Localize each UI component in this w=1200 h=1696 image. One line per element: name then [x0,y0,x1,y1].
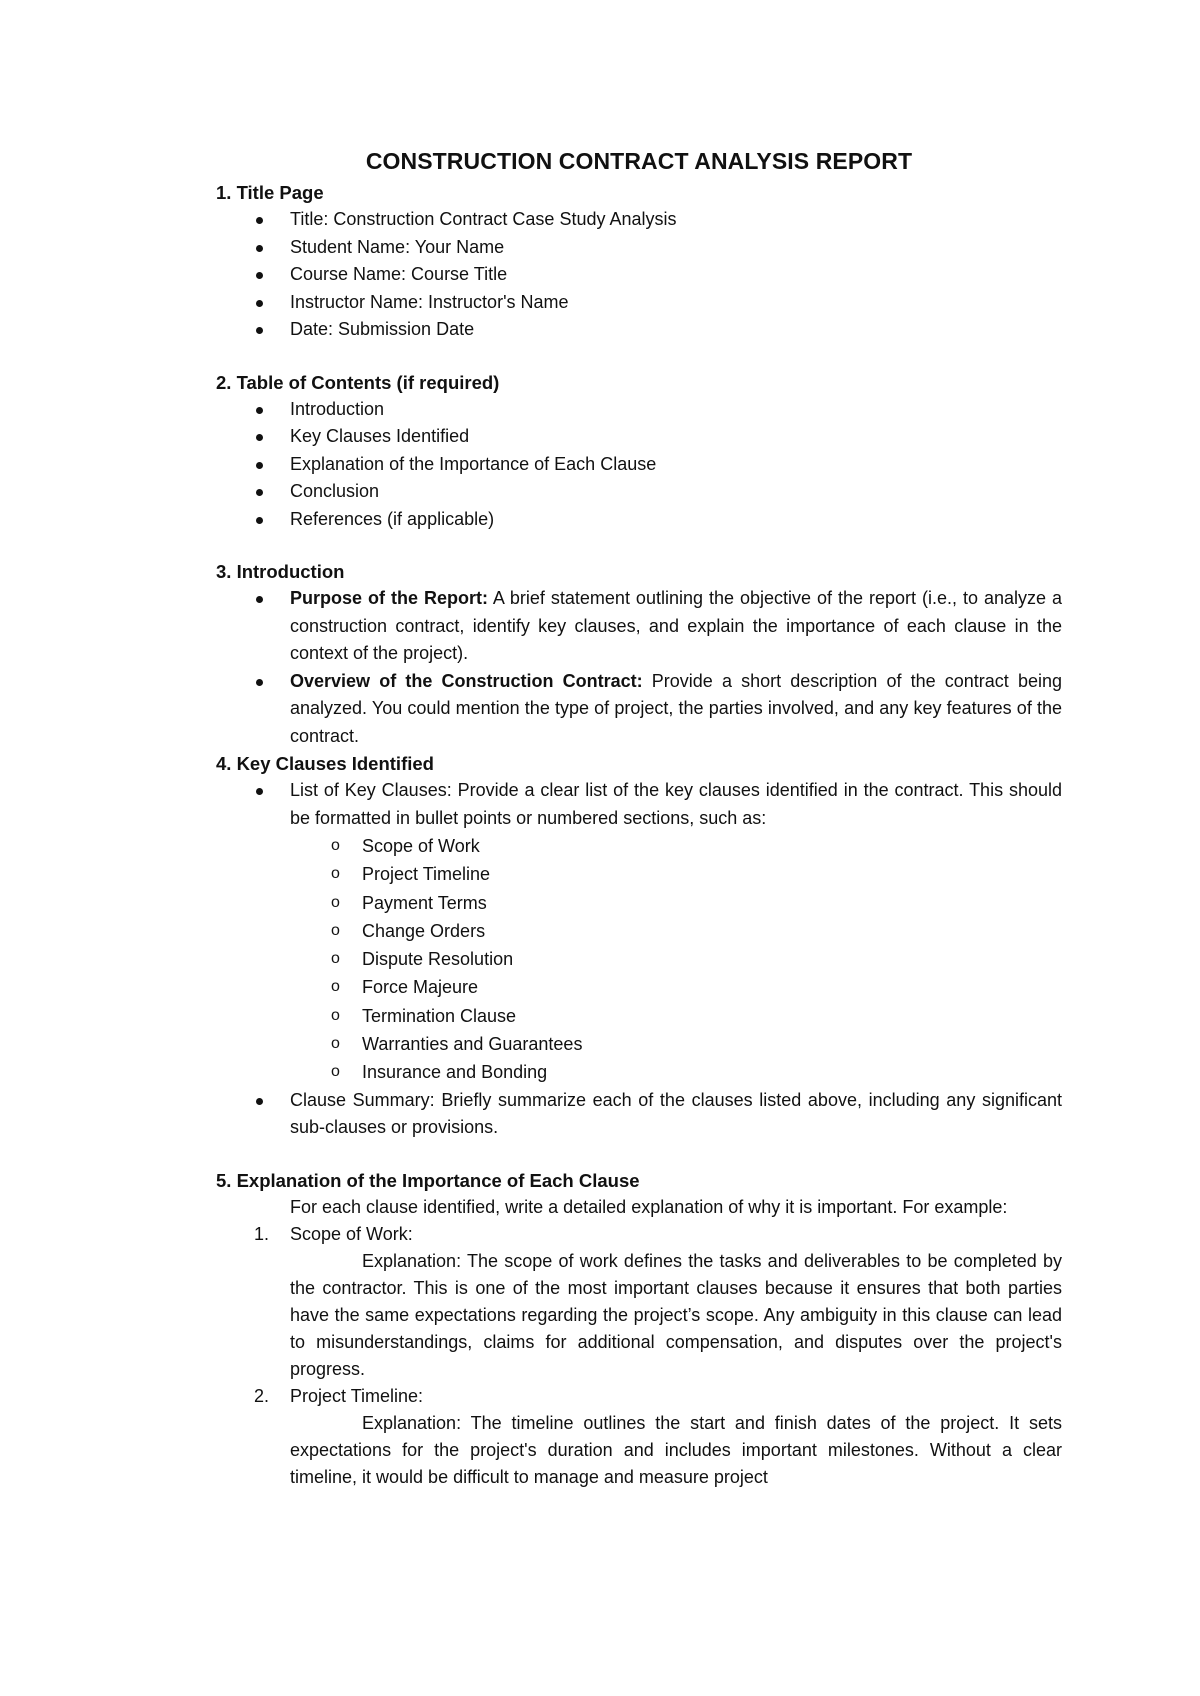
section-heading-toc: 2. Table of Contents (if required) [216,371,500,393]
key-clauses-list [216,777,1062,1142]
item-explanation: Explanation: The scope of work defines the tasks and deliverables to be completed by the contractor. This is one of the most important clauses because it ensures that both parties have the same expectations regarding the project’s scope. Any ambiguity in this clause can lead to misunderstandings, claims for additional compensation, and disputes over the project's progress. [290,1250,1062,1379]
explanation-intro: For each clause identified, write a detailed explanation of why it is important. For example: [290,1196,1008,1217]
document-body [216,148,1062,1491]
sublist-item: o Termination Clause [362,1002,1062,1030]
title-page-list [216,206,1062,344]
sublist-item: o Change Orders [362,917,1062,945]
list-item: References (if applicable) [290,506,1062,534]
spacer [216,1142,1062,1167]
section-heading-introduction: 3. Introduction [216,561,345,582]
list-item [290,777,1062,1087]
sublist-item: o Dispute Resolution [362,945,1062,973]
document-title: CONSTRUCTION CONTRACT ANALYSIS REPORT [365,148,913,174]
item-title: Project Timeline: [290,1385,424,1406]
item-number: 2. [254,1385,270,1406]
clause-sublist [290,832,1062,1087]
list-item: Title: Construction Contract Case Study Analysis [290,206,1062,234]
toc-list [216,396,1062,534]
list-item: Instructor Name: Instructor's Name [290,289,1062,317]
sublist-item: o Payment Terms [362,889,1062,917]
introduction-list [216,585,1062,750]
section-heading-key-clauses: 4. Key Clauses Identified [216,753,434,774]
list-item: Course Name: Course Title [290,261,1062,289]
item-text: List of Key Clauses: Provide a clear list of the key clauses identified in the contract. This should be formatted in bullet points or numbered sections, such as: [290,780,1062,828]
item-number: 1. [254,1223,270,1244]
item-text: A brief statement outlining the objective of the report (i.e., to analyze a construction contract, identify key clauses, and explain the importance of each clause in the context of the project). [290,588,1062,663]
list-item: Explanation of the Importance of Each Clause [290,451,1062,479]
explanation-list [216,1221,1062,1491]
spacer [216,344,1062,369]
spacer [216,533,1062,558]
sublist-item: o Force Majeure [362,973,1062,1001]
sublist-item: o Scope of Work [362,832,1062,860]
list-item [290,585,1062,668]
item-explanation: Explanation: The timeline outlines the start and finish dates of the project. It sets expectations for the project's duration and includes important milestones. Without a clear timeline, it would be difficult to manage and measure project [290,1412,1062,1487]
item-title: Scope of Work: [290,1223,413,1244]
list-item: Clause Summary: Briefly summarize each of the clauses listed above, including any significant sub-clauses or provisions. [290,1087,1062,1142]
sublist-item: o Insurance and Bonding [362,1058,1062,1086]
item-label: Overview of the Construction Contract: [290,670,643,691]
numbered-item [254,1221,1062,1383]
sublist-item: o Project Timeline [362,860,1062,888]
numbered-item [254,1383,1062,1491]
list-item [290,668,1062,751]
section-heading-explanation: 5. Explanation of the Importance of Each Clause [216,1169,640,1191]
section-heading-title-page: 1. Title Page [216,182,324,203]
list-item: Introduction [290,396,1062,424]
item-label: Purpose of the Report: [290,588,488,608]
list-item: Key Clauses Identified [290,423,1062,451]
list-item: Conclusion [290,478,1062,506]
list-item: Student Name: Your Name [290,234,1062,262]
item-text: Provide a short description of the contract being analyzed. You could mention the type of project, the parties involved, and any key features of the contract. [290,670,1062,746]
sublist-item: o Warranties and Guarantees [362,1030,1062,1058]
list-item: Date: Submission Date [290,316,1062,344]
